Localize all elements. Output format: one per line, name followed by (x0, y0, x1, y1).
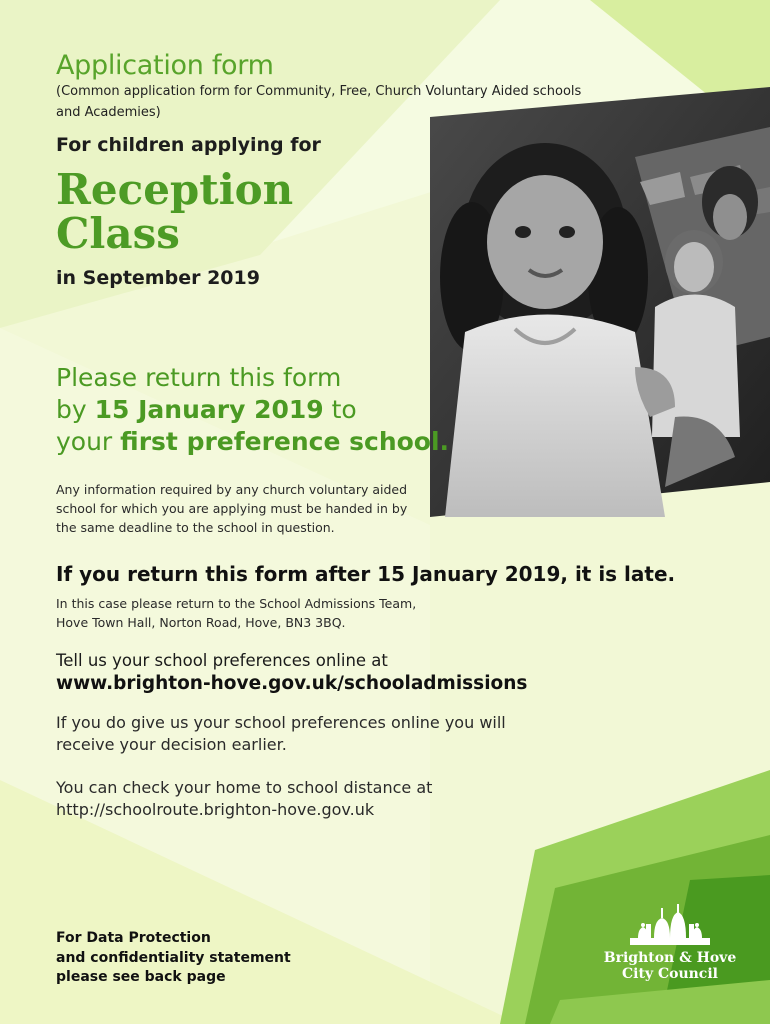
logo-line-1: Brighton & Hove (603, 950, 737, 966)
schoolroute-url[interactable]: http://schoolroute.brighton-hove.gov.uk (56, 800, 375, 819)
online-intro: Tell us your school preferences online at (56, 651, 388, 670)
logo-line-2: City Council (622, 966, 718, 982)
decision-note: If you do give us your school preferences online you will receive your decision earlier. (56, 713, 506, 754)
subtitle: (Common application form for Community, Free, Church Voluntary Aided schools and Academies) (56, 84, 582, 120)
data-protection-line-1: For Data Protection (56, 930, 211, 946)
return-line-2-suffix: to (323, 395, 357, 424)
page-title: Application form (56, 50, 274, 81)
late-body (56, 594, 476, 632)
return-line-1: Please return this form (56, 363, 342, 392)
distance-note-line-1: You can check your home to school distance at (56, 778, 433, 797)
deadline-date: 15 January 2019 (94, 395, 324, 424)
late-body-line-2: Hove Town Hall, Norton Road, Hove, BN3 3BQ. (56, 615, 346, 630)
return-line-2 (56, 394, 456, 426)
data-protection-line-2: and confidentiality statement (56, 949, 291, 966)
in-september-heading: in September 2019 (56, 267, 260, 289)
reception-class-heading (56, 165, 294, 258)
reception-line-1: Reception (56, 165, 294, 214)
late-heading: If you return this form after 15 January 2019, it is late. (56, 562, 676, 586)
logo-wordmark (600, 950, 740, 982)
school-admissions-url[interactable]: www.brighton-hove.gov.uk/schooladmissions (56, 673, 528, 694)
distance-note (56, 777, 536, 821)
church-school-note: Any information required by any church voluntary aided school for which you are applying must be handed in by the same deadline to the school in question. (56, 482, 408, 535)
photo-child (430, 87, 770, 517)
return-line-3 (56, 426, 456, 458)
data-protection-note (56, 929, 336, 988)
reception-line-2: Class (56, 209, 180, 258)
first-preference-school: first preference school. (120, 427, 450, 456)
return-line-2-prefix: by (56, 395, 95, 424)
data-protection-line-3: please see back page (56, 969, 226, 985)
for-children-heading: For children applying for (56, 134, 321, 156)
late-body-line-1: In this case please return to the School Admissions Team, (56, 596, 417, 611)
return-form-statement (56, 362, 456, 458)
return-line-3-prefix: your (56, 427, 121, 456)
